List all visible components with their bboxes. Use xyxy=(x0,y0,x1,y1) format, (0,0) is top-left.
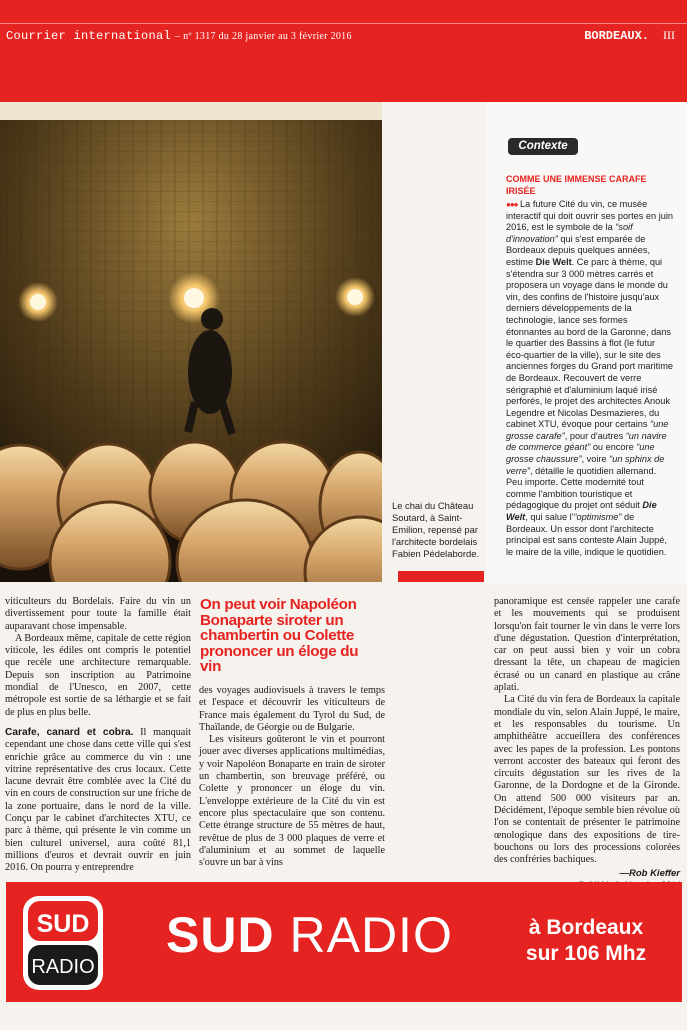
header-rule xyxy=(0,23,687,24)
photo-caption: Le chai du Château Soutard, à Saint-Emilion, repensé par l'architecte bordelais Fabien Pédelaborde. xyxy=(392,500,480,559)
text-run: “un navire de commerce géant” xyxy=(506,430,667,453)
brand-bold: SUD xyxy=(166,907,275,963)
sud-radio-ad[interactable] xyxy=(6,882,682,1002)
tagline-line-2: sur 106 Mhz xyxy=(525,942,647,965)
text-run: “soif d'innovation” xyxy=(506,222,633,244)
context-body xyxy=(506,199,674,558)
text-run: La future Cité du vin, ce musée interactif qui doit ouvrir ses portes en juin 2016, est le symbole de la xyxy=(506,199,673,233)
cellar-illustration xyxy=(0,102,382,582)
page-number: III xyxy=(663,28,675,42)
publication-name: Courrier international xyxy=(6,29,172,43)
text-run: Die Welt xyxy=(506,500,657,523)
paragraph: La Cité du vin fera de Bordeaux la capitale mondiale du vin, selon Alain Juppé, le maire, et les responsables du tourisme. Un amphithéâtre accueillera des conférences avec les papes de la profession. Les pontons verront accoster des bateaux qui feront des circuits dégustation sur les rives de la Garonne, de la Dordogne et de la Gironde. On attend 500 000 visiteurs par an. Décidément, l'époque semble bien révolue où l'on se contentait de présenter le patrimoine œnologique dans des expositions de tire-bouchons ou lors des processions colorées des confréries bachiques. xyxy=(494,694,680,866)
text-run: “un sphinx de verre” xyxy=(506,454,665,476)
paragraph: A Bordeaux même, capitale de cette région viticole, les édiles ont compris le potentiel que recèle une architecture remarquable. Depuis son inscription au Patrimoine mondial de l'Unesco, en 2007, cette métropole est sortie de sa léthargie et se fait de plus en plus belle. xyxy=(5,632,191,718)
text-run: ou encore xyxy=(590,442,637,453)
ad-tagline xyxy=(506,915,666,967)
text-run: “une grosse carafe” xyxy=(506,419,669,441)
context-title: COMME UNE IMMENSE CARAFE IRISÉE xyxy=(506,174,647,196)
author-signature: —Rob Kieffer xyxy=(619,867,680,879)
text-run: , détaille le quotidien allemand. Peu importe. Cette modernité tout comme l'ambition touristique et pédagogique du projet ont séduit xyxy=(506,465,657,511)
text-run: “optimisme” xyxy=(573,512,622,523)
context-text xyxy=(506,199,673,557)
section-name: BORDEAUX. xyxy=(584,29,649,43)
paragraph-text: Il manquait cependant une chose dans cette ville qui s'est enrichie grâce au commerce du vin : une vitrine représentative des crus locaux. Cette lacune devrait être comblée avec la Cité du vin en cours de construction sur une friche de la zone portuaire, dans le nord de la ville. Conçu par le cabinet d'architectes XTU, ce parc à thème, qui présente le vin comme un bien culturel universel, aura coûté 81,1 millions d'euros et devrait ouvrir en juin 2016. On pourra y entreprendre xyxy=(5,726,191,874)
article-column-2 xyxy=(199,685,385,869)
paragraph: Les visiteurs goûteront le vin et pourront jouer avec diverses applications multimédias, y voir Napoléon Bonaparte en train de siroter un chambertin, son breuvage préféré, ou Colette y prononcer un éloge du vin. L'enveloppe extérieure de la Cité du vin est encore plus spectaculaire que son contenu. Cette étrange structure de 55 mètres de haut, revêtue de plus de 3 000 plaques de verre et d'aluminium et au sommet de laquelle s'ouvre un bar à vins xyxy=(199,734,385,869)
section-head xyxy=(584,28,675,43)
text-run: , qui salue l' xyxy=(525,512,574,523)
text-run: Die Welt xyxy=(535,256,572,267)
article-column-1 xyxy=(5,596,191,875)
logo-top-text: SUD xyxy=(36,910,90,938)
bullet-dots: ●●● xyxy=(506,200,518,209)
barrel-row xyxy=(0,442,382,582)
running-head xyxy=(6,29,352,43)
text-run: de Bordeaux. Un essor dont l'architecte principal est sans conteste Alain Juppé, le maire de la ville, indique le quotidien. xyxy=(506,512,667,557)
subheading: Carafe, canard et cobra. xyxy=(5,726,134,738)
red-accent-bar xyxy=(398,571,484,582)
paragraph: panoramique est censée rappeler une carafe et les mouvements qui se produisent lorsqu'on fait tourner le vin dans le verre lors d'une dégustation. Question d'interprétation, car on peut aussi bien y voir un cobra dressant la tête, un chapeau de magicien écrasé ou un canard en plastique au crâne aplati. xyxy=(494,596,680,694)
brand-light: RADIO xyxy=(289,907,453,963)
text-run: qui s'est emparée de Bordeaux depuis quelques années, estime xyxy=(506,233,651,267)
paragraph: viticulteurs du Bordelais. Faire du vin un divertissement pour toute la famille était auparavant chose impensable. xyxy=(5,596,191,632)
pull-quote: On peut voir Napoléon Bonaparte siroter un chambertin ou Colette prononcer un éloge du vin xyxy=(200,596,359,676)
cellar-photo xyxy=(0,102,382,582)
tagline-line-1: à Bordeaux xyxy=(528,916,644,939)
ad-brand-name xyxy=(166,906,453,964)
context-sidebar xyxy=(486,102,687,584)
context-badge: Contexte xyxy=(508,138,578,155)
text-run: . Ce parc à thème, qui s'étendra sur 3 000 mètres carrés et proposera un voyage dans le monde du vin, des confins de l'histoire jusqu'aux derniers développements de la technologie, lance ses formes étonnantes au bord de la Garonne, dans le quartier des Bassins à flot (le futur éco-quartier de la ville), sur le site des anciennes forges du Grand port maritime de Bordeaux. Recouvert de verre sérigraphié et d'aluminium laqué irisé perforés, le projet des architectes Anouk Legendre et Nicolas Desmazieres, du cabinet XTU, évoque pour certains xyxy=(506,256,673,430)
logo-bottom-text: RADIO xyxy=(31,956,95,978)
text-run: , pour d'autres xyxy=(564,430,626,441)
page-header xyxy=(0,0,687,102)
sud-radio-logo xyxy=(22,895,104,991)
text-run: , voire xyxy=(581,454,610,465)
text-run: “une grosse chaussure” xyxy=(506,442,655,465)
article-column-3 xyxy=(494,596,680,892)
paragraph: des voyages audiovisuels à travers le temps et l'espace et découvrir les viticulteurs de France mais également du Tyrol du Sud, de Thaïlande, de Géorgie ou de Bulgarie. xyxy=(199,685,385,733)
paragraph xyxy=(5,727,191,875)
issue-info: – nº 1317 du 28 janvier au 3 février 2016 xyxy=(175,31,352,42)
